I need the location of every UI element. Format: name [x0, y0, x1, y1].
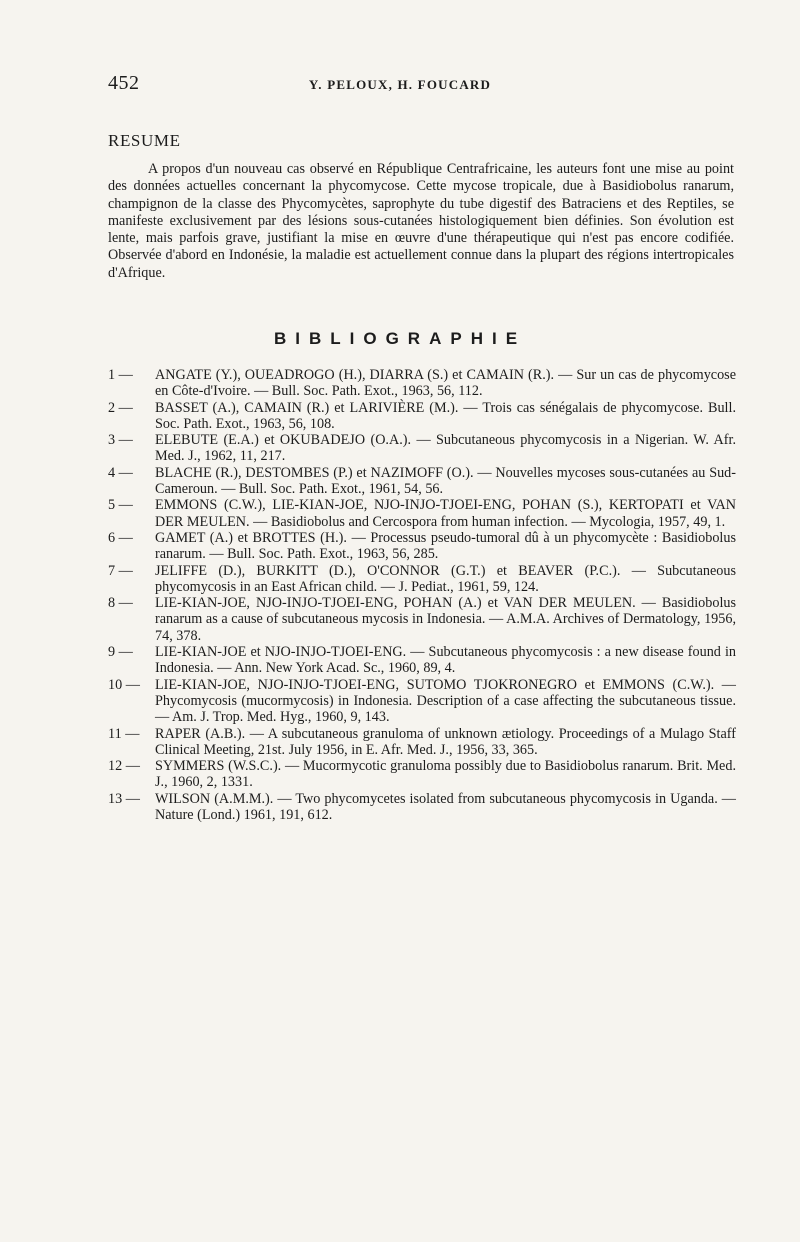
- reference-item: [108, 432, 736, 465]
- reference-text: LIE-KIAN-JOE, NJO-INJO-TJOEI-ENG, POHAN (A.) et VAN DER MEULEN. — Basidiobolus ranarum as a cause of subcutaneous mycosis in Indonesia. — A.M.A. Archives of Dermatology, 1956, 74, 378.: [155, 595, 736, 644]
- reference-item: [108, 677, 736, 726]
- reference-text: WILSON (A.M.M.). — Two phycomycetes isolated from subcutaneous phycomycosis in Uganda. — Nature (Lond.) 1961, 191, 612.: [155, 790, 736, 824]
- bibliography-heading: BIBLIOGRAPHIE: [273, 329, 527, 348]
- reference-item: [108, 563, 736, 596]
- resume-paragraph: A propos d'un nouveau cas observé en République Centrafricaine, les auteurs font une mise au point des données actuelles concernant la phycomycose. Cette mycose tropicale, due à Basidiobolus ranarum, champignon de la classe des Phycomycètes, saprophyte du tube digestif des Batraciens et des Reptiles, se manifeste exclusivement par des lésions sous-cutanées histologiquement bien définies. Son évolution est lente, mais parfois grave, justifiant la mise en œuvre d'une thérapeutique qui n'est pas encore codifiée. Observée d'abord en Indonésie, la maladie est actuellement connue dans la plupart des régions intertropicales d'Afrique.: [108, 161, 734, 281]
- reference-text: RAPER (A.B.). — A subcutaneous granuloma of unknown ætiology. Proceedings of a Mulago Staff Clinical Meeting, 21st. July 1956, in E. Afr. Med. J., 1956, 33, 365.: [155, 725, 736, 758]
- running-head: Y. PELOUX, H. FOUCARD: [308, 77, 492, 92]
- reference-text: ELEBUTE (E.A.) et OKUBADEJO (O.A.). — Subcutaneous phycomycosis in a Nigerian. W. Afr. Med. J., 1962, 11, 217.: [155, 432, 736, 465]
- reference-number: 3 —: [108, 432, 133, 449]
- reference-number: 8 —: [108, 595, 133, 612]
- reference-item: [108, 465, 736, 498]
- reference-text: JELIFFE (D.), BURKITT (D.), O'CONNOR (G.T.) et BEAVER (P.C.). — Subcutaneous phycomycosis in an East African child. — J. Pediat., 1961, 59, 124.: [155, 562, 736, 595]
- reference-number: 7 —: [108, 562, 133, 579]
- reference-text: GAMET (A.) et BROTTES (H.). — Processus pseudo-tumoral dû à un phycomycète : Basidiobolus ranarum. — Bull. Soc. Path. Exot., 1963, 56, 285.: [155, 529, 736, 563]
- reference-text: BASSET (A.), CAMAIN (R.) et LARIVIÈRE (M.). — Trois cas sénégalais de phycomycose. Bull. Soc. Path. Exot., 1963, 56, 108.: [155, 399, 736, 432]
- page-number: 452: [108, 72, 140, 94]
- reference-item: [108, 758, 736, 791]
- reference-number: 4 —: [108, 464, 133, 481]
- reference-list: [108, 367, 736, 823]
- reference-number: 1 —: [108, 367, 133, 383]
- reference-number: 10 —: [108, 676, 140, 693]
- reference-number: 11 —: [108, 725, 140, 742]
- reference-number: 12 —: [108, 758, 140, 775]
- reference-number: 9 —: [108, 644, 133, 661]
- resume-heading: RESUME: [108, 131, 181, 150]
- reference-number: 6 —: [108, 529, 133, 546]
- reference-item: [108, 497, 736, 530]
- reference-number: 2 —: [108, 399, 133, 416]
- reference-text: LIE-KIAN-JOE, NJO-INJO-TJOEI-ENG, SUTOMO TJOKRONEGRO et EMMONS (C.W.). — Phycomycosis (mucormycosis) in Indonesia. Description of a case affecting the subcutaneous tissue. — Am. J. Trop. Med. Hyg., 1960, 9, 143.: [155, 676, 736, 726]
- reference-item: [108, 644, 736, 677]
- reference-text: SYMMERS (W.S.C.). — Mucormycotic granuloma possibly due to Basidiobolus ranarum. Brit. Med. J., 1960, 2, 1331.: [155, 758, 736, 791]
- reference-number: 13 —: [108, 790, 140, 807]
- reference-item: [108, 530, 736, 563]
- reference-text: EMMONS (C.W.), LIE-KIAN-JOE, NJO-INJO-TJOEI-ENG, POHAN (S.), KERTOPATI et VAN DER MEULEN. — Basidiobolus and Cercospora from human infection. — Mycologia, 1957, 49, 1.: [155, 497, 736, 530]
- reference-number: 5 —: [108, 497, 133, 514]
- reference-item: [108, 400, 736, 433]
- reference-item: [108, 595, 736, 644]
- reference-item: [108, 367, 736, 400]
- reference-text: LIE-KIAN-JOE et NJO-INJO-TJOEI-ENG. — Subcutaneous phycomycosis : a new disease found in Indonesia. — Ann. New York Acad. Sc., 1960, 89, 4.: [155, 644, 736, 677]
- reference-item: [108, 726, 736, 759]
- reference-text: ANGATE (Y.), OUEADROGO (H.), DIARRA (S.) et CAMAIN (R.). — Sur un cas de phycomycose en Côte-d'Ivoire. — Bull. Soc. Path. Exot., 1963, 56, 112.: [155, 367, 736, 400]
- reference-text: BLACHE (R.), DESTOMBES (P.) et NAZIMOFF (O.). — Nouvelles mycoses sous-cutanées au Sud-Cameroun. — Bull. Soc. Path. Exot., 1961, 54, 56.: [155, 464, 736, 498]
- reference-item: [108, 791, 736, 824]
